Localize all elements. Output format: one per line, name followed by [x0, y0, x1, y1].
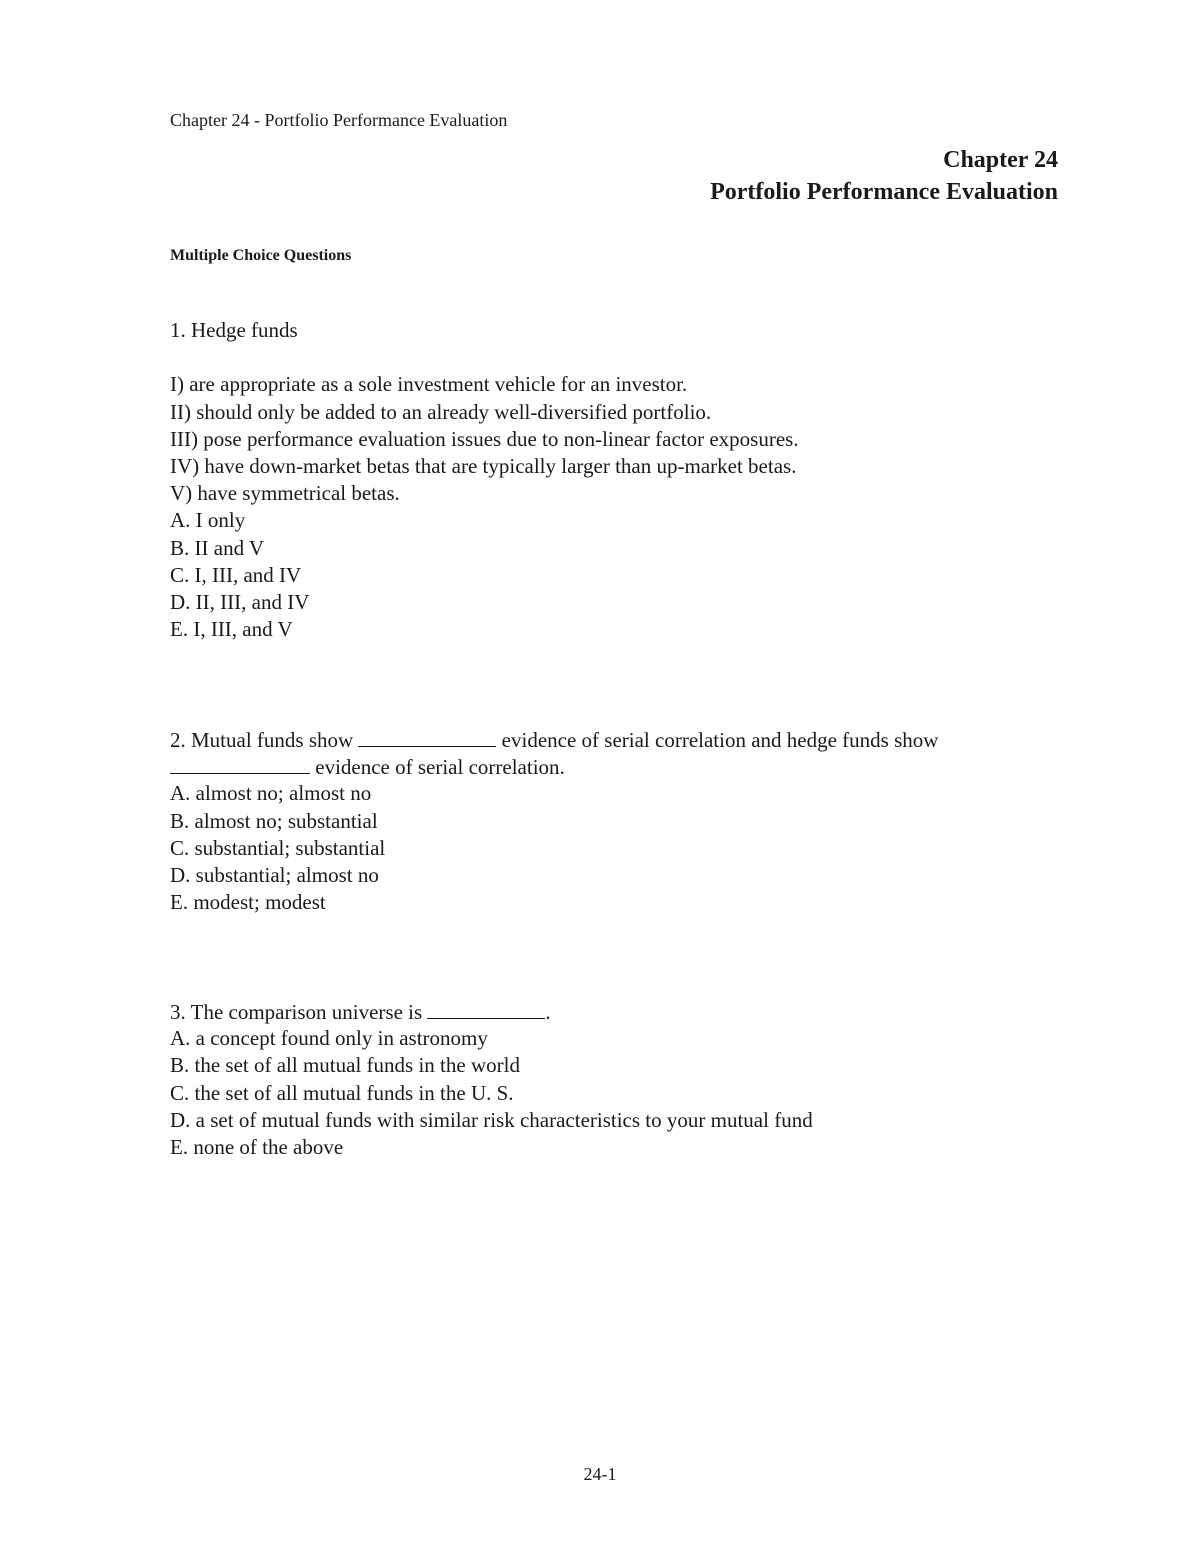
answer-option: D. II, III, and IV [170, 589, 310, 614]
answer-option: D. substantial; almost no [170, 862, 379, 887]
answer-option: E. I, III, and V [170, 617, 293, 642]
chapter-title-block [710, 144, 1058, 208]
statement: V) have symmetrical betas. [170, 481, 400, 506]
answer-option: A. a concept found only in astronomy [170, 1026, 488, 1051]
answer-option: A. I only [170, 508, 246, 533]
question-1 [170, 317, 1050, 643]
question-stem-text: 3. The comparison universe is [170, 1000, 423, 1024]
answer-blank [427, 998, 545, 1019]
chapter-title: Portfolio Performance Evaluation [710, 179, 1058, 205]
question-stem: 1. Hedge funds [170, 318, 298, 342]
chapter-label: Chapter 24 [943, 147, 1058, 173]
statement: III) pose performance evaluation issues due to non-linear factor exposures. [170, 426, 799, 451]
answer-blank [358, 726, 496, 747]
question-stem-line-1 [170, 998, 1050, 1025]
answer-option: B. the set of all mutual funds in the world [170, 1053, 520, 1078]
answer-option: C. substantial; substantial [170, 835, 386, 860]
statement: IV) have down-market betas that are typically larger than up-market betas. [170, 453, 797, 478]
section-heading: Multiple Choice Questions [170, 247, 352, 264]
spacer [170, 344, 1050, 371]
answer-option: B. almost no; substantial [170, 808, 378, 833]
question-3 [170, 998, 1050, 1161]
answer-option: C. the set of all mutual funds in the U. S. [170, 1080, 514, 1105]
answer-option: D. a set of mutual funds with similar risk characteristics to your mutual fund [170, 1107, 813, 1132]
question-stem-text: . [545, 1000, 551, 1024]
answer-blank [170, 753, 310, 774]
answer-option: B. II and V [170, 535, 265, 560]
answer-option: C. I, III, and IV [170, 562, 302, 587]
question-stem-line-2 [170, 753, 1050, 780]
page-number: 24-1 [583, 1464, 617, 1484]
question-2 [170, 726, 1050, 916]
statement: II) should only be added to an already well-diversified portfolio. [170, 399, 712, 424]
question-stem-text: 2. Mutual funds show [170, 728, 354, 752]
question-stem-text: evidence of serial correlation and hedge funds show [501, 728, 939, 752]
answer-option: E. modest; modest [170, 890, 326, 915]
statement: I) are appropriate as a sole investment vehicle for an investor. [170, 372, 688, 397]
answer-option: A. almost no; almost no [170, 781, 372, 806]
answer-option: E. none of the above [170, 1134, 344, 1159]
question-stem-line-1 [170, 726, 1050, 753]
question-stem-text: evidence of serial correlation. [315, 755, 565, 780]
running-header: Chapter 24 - Portfolio Performance Evaluation [170, 110, 508, 130]
